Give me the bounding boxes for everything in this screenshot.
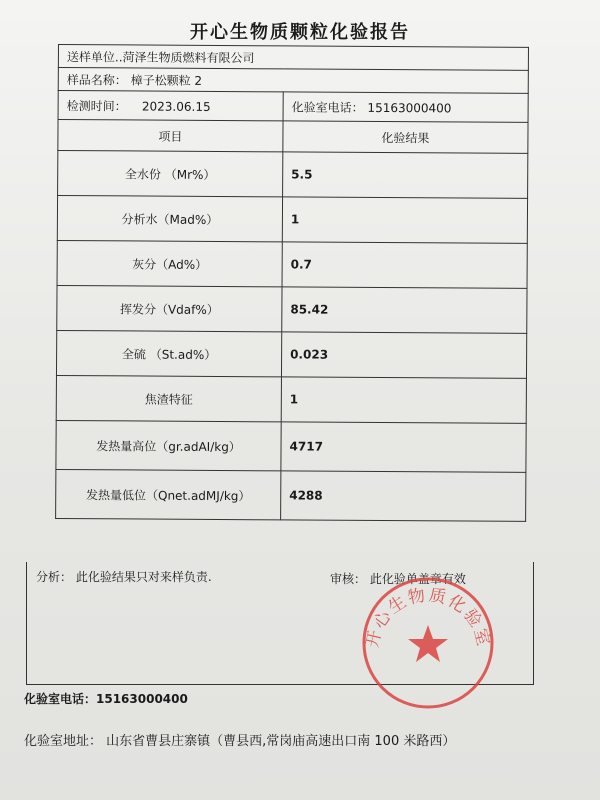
item-name: 分析水（Mad%） bbox=[57, 196, 282, 242]
svg-text:开心生物质化验室: 开心生物质化验室 bbox=[362, 585, 494, 650]
report-title: 开心生物质颗粒化验报告 bbox=[190, 22, 410, 43]
lab-phone-value: 15163000400 bbox=[367, 100, 452, 115]
table-row bbox=[56, 420, 526, 472]
item-name: 灰分（Ad%） bbox=[57, 240, 282, 286]
footer-phone: 化验室电话：15163000400 bbox=[24, 692, 188, 706]
item-name: 全硫 （St.ad%） bbox=[56, 330, 281, 376]
item-result: 0.023 bbox=[281, 332, 526, 378]
item-result: 0.7 bbox=[282, 242, 527, 288]
table-row bbox=[56, 375, 526, 423]
column-header-result: 化验结果 bbox=[283, 121, 528, 153]
test-time-cell bbox=[58, 91, 283, 121]
item-name: 全水份 （Mr%） bbox=[58, 151, 283, 197]
test-time-label: 检测时间： bbox=[66, 98, 127, 113]
sample-row bbox=[58, 68, 528, 94]
item-name: 发热量高位（gr.adAI/kg） bbox=[56, 420, 281, 470]
table-row bbox=[56, 330, 526, 378]
analysis-note: 分析： 此化验结果只对来样负责. bbox=[36, 570, 212, 584]
item-name: 挥发分（Vdaf%） bbox=[57, 285, 282, 331]
sample-name-field: 样品名称： 樟子松颗粒 2 bbox=[58, 68, 528, 94]
item-result: 1 bbox=[282, 197, 527, 243]
item-result: 5.5 bbox=[283, 152, 528, 198]
official-seal bbox=[358, 573, 498, 713]
table-row bbox=[57, 285, 527, 333]
item-result: 4717 bbox=[281, 422, 526, 472]
table-row bbox=[56, 469, 526, 521]
test-time-value: 2023.06.15 bbox=[141, 99, 211, 114]
sender-row bbox=[58, 45, 528, 71]
lab-phone-label: 化验室电话： bbox=[291, 99, 364, 115]
item-result: 85.42 bbox=[282, 287, 527, 333]
review-note: 审核： 此化验单盖章有效 bbox=[330, 572, 466, 586]
item-name: 发热量低位（Qnet.adMJ/kg） bbox=[56, 469, 281, 519]
table-header-row bbox=[58, 120, 528, 154]
seal-star-icon bbox=[408, 625, 448, 662]
item-result: 1 bbox=[281, 377, 526, 423]
column-header-item: 项目 bbox=[58, 120, 283, 152]
footer-address: 化验室地址： 山东省曹县庄寨镇（曹县西,常岗庙高速出口南 100 米路西） bbox=[24, 734, 456, 749]
report-table bbox=[55, 44, 529, 522]
table-row bbox=[57, 240, 527, 288]
lab-phone-cell bbox=[283, 92, 528, 122]
item-result: 4288 bbox=[281, 471, 526, 521]
table-row bbox=[58, 151, 528, 199]
item-name: 焦渣特征 bbox=[56, 375, 281, 421]
meta-row bbox=[58, 91, 528, 123]
table-row bbox=[57, 196, 527, 244]
sender-field: 送样单位..菏泽生物质燃料有限公司 bbox=[58, 45, 528, 71]
